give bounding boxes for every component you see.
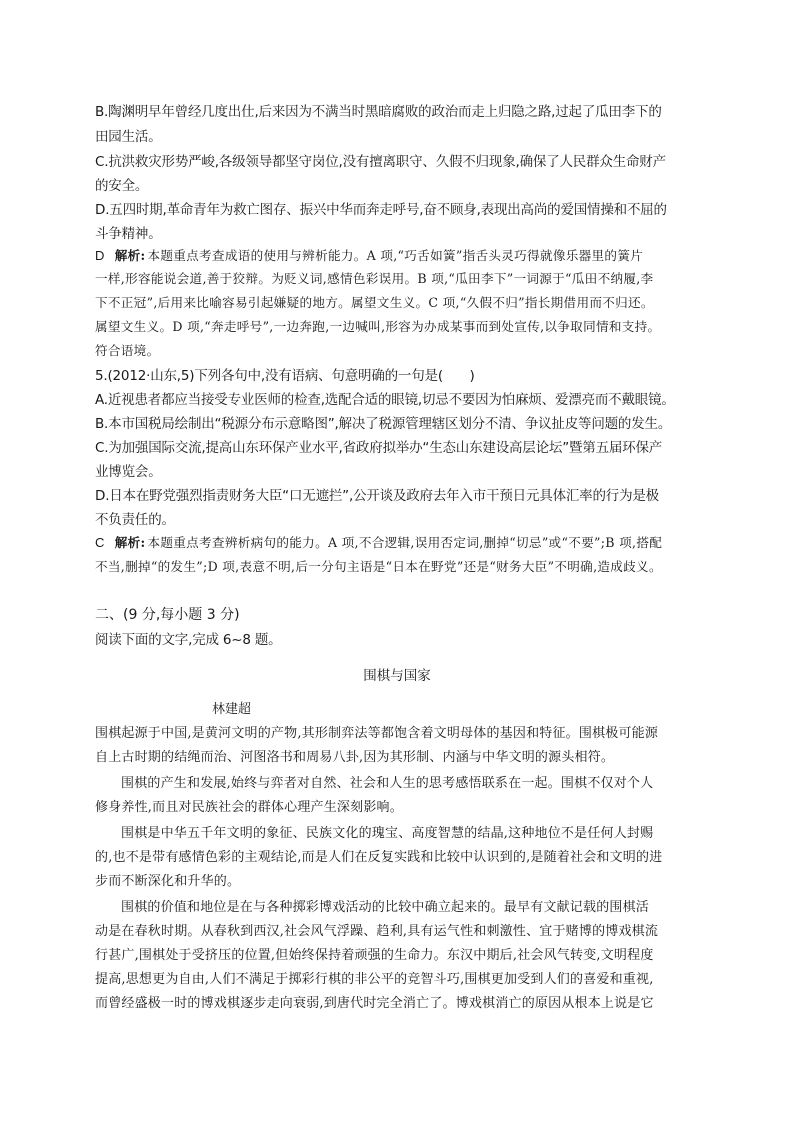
q4-answer-letter: D — [95, 248, 105, 263]
paragraph-2-line1: 围棋的产生和发展,始终与弈者对自然、社会和人生的思考感悟联系在一起。围棋不仅对个人 — [121, 776, 654, 791]
q5-analysis-text: 本题重点考查辨析病句的能力。A 项,不合逻辑,误用否定词,删掉“切忌”或“不要”;B 项,搭配 — [147, 535, 663, 550]
q5-stem: 5.(2012·山东,5)下列各句中,没有语病、句意明确的一句是( ) — [95, 368, 475, 384]
section-heading: 二、(9 分,每小题 3 分) — [95, 607, 240, 623]
q4-analysis-line2: 一样,形容能说会道,善于狡辩。为贬义词,感情色彩误用。B 项,“瓜田李下”一词源于“瓜田不纳履,李 — [95, 271, 654, 286]
paragraph-4-line4: 提高,思想更为自由,人们不满足于掷彩行棋的非公平的竞智斗巧,围棋更加受到人们的喜爱和重视, — [95, 972, 654, 987]
paragraph-2-line2: 修身养性,而且对民族社会的群体心理产生深刻影响。 — [95, 800, 403, 815]
article-author: 林建超 — [212, 702, 252, 717]
q4-option-c-line1: C.抗洪救灾形势严峻,各级领导都坚守岗位,没有擅离职守、久假不归现象,确保了人民群众生命财产 — [95, 154, 666, 170]
q4-analysis-label: 解析: — [114, 248, 146, 263]
article-title: 围棋与国家 — [363, 668, 431, 684]
paragraph-3-line2: 的,也不是带有感情色彩的主观结论,而是人们在反复实践和比较中认识到的,是随着社会和文明的进 — [95, 850, 663, 865]
q5-option-d-line1: D.日本在野党强烈指责财务大臣“口无遮拦”,公开谈及政府去年入市干预日元具体汇率的行为是极 — [95, 488, 659, 504]
q5-analysis-line2: 不当,删掉“的发生”;D 项,表意不明,后一分句主语是“日本在野党”还是“财务大臣”不明确,造成歧义。 — [95, 559, 662, 574]
q4-analysis-line3: 下不正冠”,后用来比喻容易引起嫌疑的地方。属望文生义。C 项,“久假不归”指长期借用而不归还。 — [95, 295, 654, 310]
q4-analysis-line1 — [95, 245, 705, 264]
q4-option-d-line1: D.五四时期,革命青年为救亡图存、振兴中华而奔走呼号,奋不顾身,表现出高尚的爱国情操和不屈的 — [95, 202, 667, 218]
q4-option-c-line2: 的安全。 — [95, 178, 149, 194]
paragraph-1-line1: 围棋起源于中国,是黄河文明的产物,其形制弈法等都饱含着文明母体的基因和特征。围棋极可能源 — [95, 726, 659, 741]
q5-option-c-line1: C.为加强国际交流,提高山东环保产业水平,省政府拟举办“生态山东建设高层论坛”暨第五届环保产 — [95, 440, 663, 456]
q4-option-b-line1: B.陶渊明早年曾经几度出仕,后来因为不满当时黑暗腐败的政治而走上归隐之路,过起了瓜田李下的 — [95, 104, 662, 120]
paragraph-4-line3: 行甚广,围棋处于受挤压的位置,但始终保持着顽强的生命力。东汉中期后,社会风气转变,文明程度 — [95, 948, 654, 963]
paragraph-4-line2: 动是在春秋时期。从春秋到西汉,社会风气浮躁、趋利,具有运气性和刺激性、宜于赌博的博戏棋流 — [95, 924, 659, 939]
q5-option-b: B.本市国税局绘制出“税源分布示意略图”,解决了税源管理辖区划分不清、争议扯皮等问题的发生。 — [95, 416, 672, 432]
q4-analysis-line5: 符合语境。 — [95, 343, 160, 358]
paragraph-3-line1: 围棋是中华五千年文明的象征、民族文化的瑰宝、高度智慧的结晶,这种地位不是任何人封赐 — [121, 826, 654, 841]
q4-option-b-line2: 田园生活。 — [95, 129, 162, 145]
paragraph-4-line1: 围棋的价值和地位是在与各种掷彩博戏活动的比较中确立起来的。最早有文献记载的围棋活 — [121, 900, 650, 915]
q5-option-c-line2: 业博览会。 — [95, 464, 162, 480]
paragraph-4-line5: 而曾经盛极一时的博戏棋逐步走向衰弱,到唐代时完全消亡了。博戏棋消亡的原因从根本上说是它 — [95, 996, 654, 1011]
q4-analysis-text: 本题重点考查成语的使用与辨析能力。A 项,“巧舌如簧”指舌头灵巧得就像乐器里的簧片 — [147, 248, 644, 263]
paragraph-3-line3: 步而不断深化和升华的。 — [95, 874, 241, 889]
q5-analysis-label: 解析: — [114, 535, 146, 550]
q5-analysis-line1 — [95, 532, 705, 551]
q5-answer-letter: C — [95, 535, 105, 550]
q4-analysis-line4: 属望文生义。D 项,“奔走呼号”,一边奔跑,一边喊叫,形容为办成某事而到处宣传,以争取同情和支持。 — [95, 319, 661, 334]
q4-option-d-line2: 斗争精神。 — [95, 226, 162, 242]
section-instruction: 阅读下面的文字,完成 6~8 题。 — [95, 632, 282, 648]
q5-option-a: A.近视患者都应当接受专业医师的检查,选配合适的眼镜,切忌不要因为怕麻烦、爱漂亮而不戴眼镜。 — [95, 392, 675, 408]
paragraph-1-line2: 自上古时期的结绳而治、河图洛书和周易八卦,因为其形制、内涵与中华文明的源头相符。 — [95, 750, 615, 765]
q5-option-d-line2: 不负责任的。 — [95, 512, 175, 528]
